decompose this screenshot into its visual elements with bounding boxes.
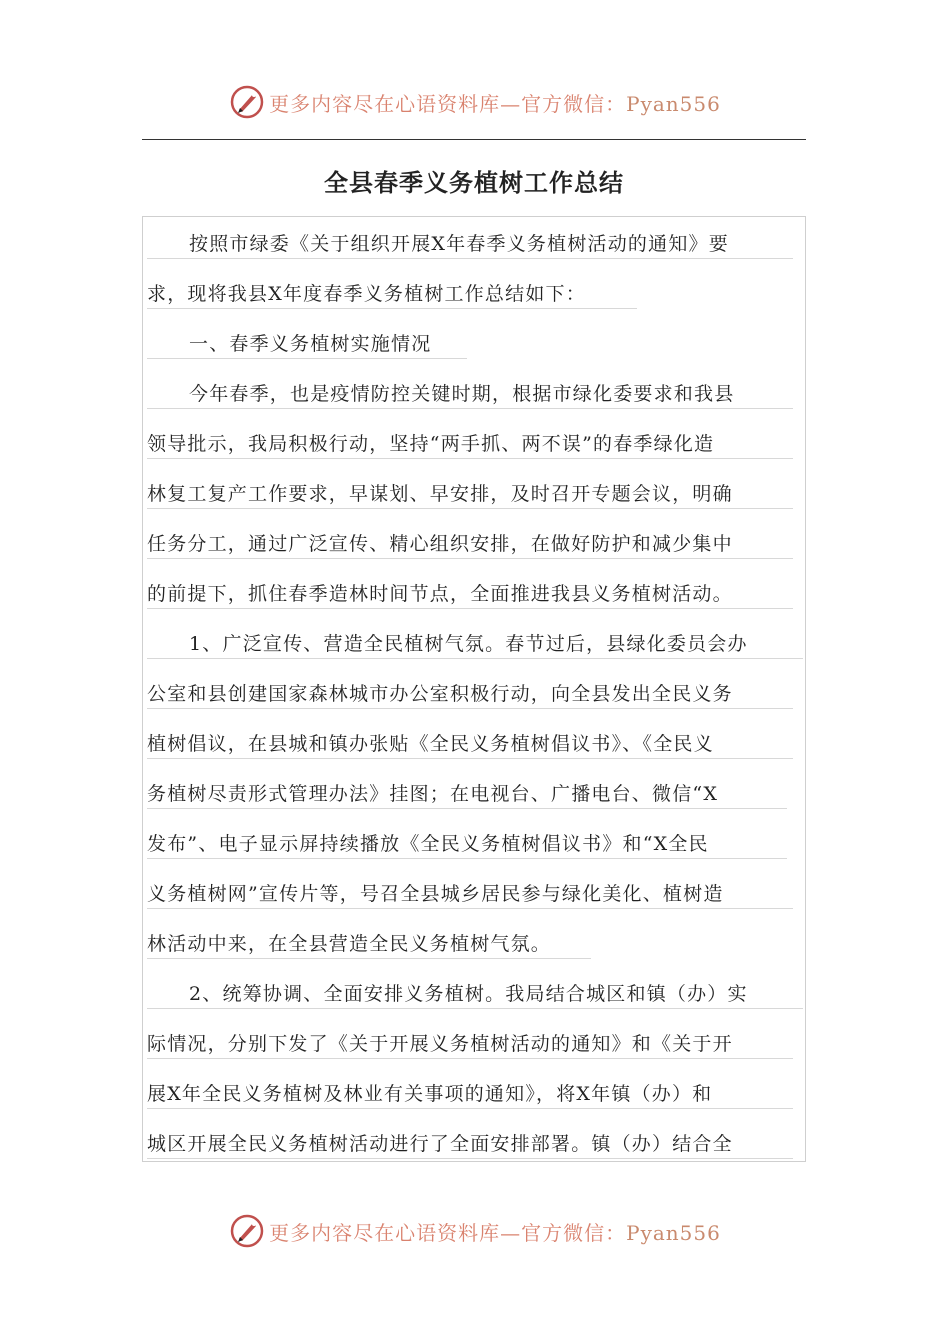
body-line: 发布”、电子显示屏持续播放《全民义务植树倡议书》和“X全民	[147, 829, 787, 859]
body-line: 际情况，分别下发了《关于开展义务植树活动的通知》和《关于开	[147, 1029, 793, 1059]
body-line: 务植树尽责形式管理办法》挂图；在电视台、广播电台、微信“X	[147, 779, 787, 809]
body-line: 按照市绿委《关于组织开展X年春季义务植树活动的通知》要	[147, 229, 793, 259]
body-line: 林活动中来，在全县营造全民义务植树气氛。	[147, 929, 591, 959]
body-line: 公室和县创建国家森林城市办公室积极行动，向全县发出全民义务	[147, 679, 793, 709]
body-line: 城区开展全民义务植树活动进行了全面安排部署。镇（办）结合全	[147, 1129, 793, 1159]
pen-nib-logo-icon	[229, 84, 265, 120]
body-line: 任务分工，通过广泛宣传、精心组织安排，在做好防护和减少集中	[147, 529, 793, 559]
footer-banner	[0, 1211, 950, 1251]
banner-text: 更多内容尽在心语资料库—官方微信：Pyan556	[269, 1220, 721, 1245]
wechat-id: Pyan556	[626, 91, 721, 116]
document-title: 全县春季义务植树工作总结	[324, 168, 624, 197]
body-line: 展X年全民义务植树及林业有关事项的通知》，将X年镇（办）和	[147, 1079, 793, 1109]
wechat-id: Pyan556	[626, 1220, 721, 1245]
section-heading: 一、春季义务植树实施情况	[147, 329, 467, 359]
body-line: 的前提下，抓住春季造林时间节点，全面推进我县义务植树活动。	[147, 579, 793, 609]
header-banner	[0, 82, 950, 122]
header-divider	[142, 139, 806, 140]
body-line: 今年春季，也是疫情防控关键时期，根据市绿化委要求和我县	[147, 379, 793, 409]
body-line: 义务植树网”宣传片等，号召全县城乡居民参与绿化美化、植树造	[147, 879, 793, 909]
body-line: 求，现将我县X年度春季义务植树工作总结如下：	[147, 279, 637, 309]
body-line: 领导批示，我局积极行动，坚持“两手抓、两不误”的春季绿化造	[147, 429, 793, 459]
body-line: 2、统筹协调、全面安排义务植树。我局结合城区和镇（办）实	[147, 979, 803, 1009]
body-line: 林复工复产工作要求，早谋划、早安排，及时召开专题会议，明确	[147, 479, 793, 509]
body-line: 植树倡议，在县城和镇办张贴《全民义务植树倡议书》、《全民义	[147, 729, 793, 759]
body-line: 1、广泛宣传、营造全民植树气氛。春节过后，县绿化委员会办	[147, 629, 803, 659]
banner-text: 更多内容尽在心语资料库—官方微信：Pyan556	[269, 91, 721, 116]
pen-nib-logo-icon	[229, 1213, 265, 1249]
